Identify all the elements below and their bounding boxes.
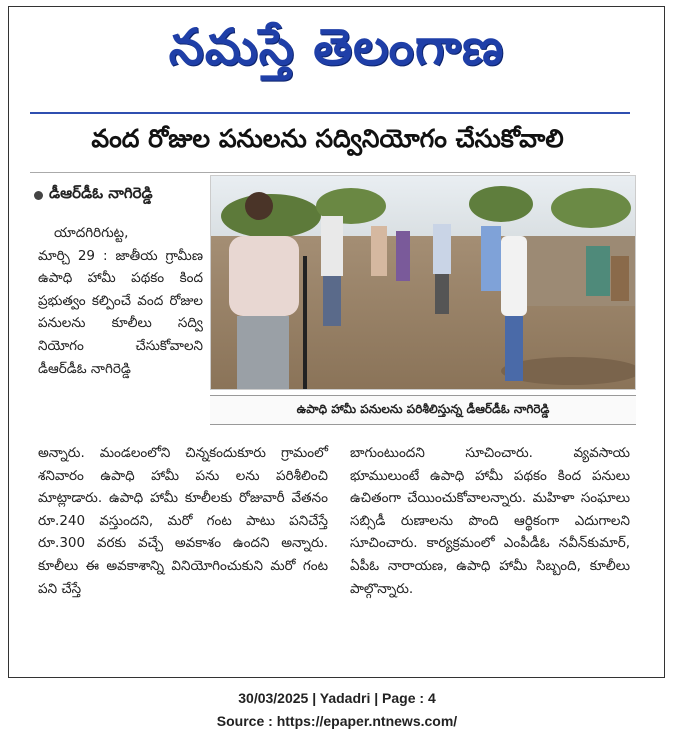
byline-text: డీఆర్‌డీఓ నాగిరెడ్డి xyxy=(49,184,153,202)
masthead xyxy=(9,7,664,99)
paragraph-left-top: మార్చి 29 : జాతీయ గ్రామీణ ఉపాధి హామీ పథకం కింద ప్రభుత్వం కల్పించే వంద రోజుల పనులను కూలీలు సద్వి నియోగం చేసుకోవాలని డీఆర్‌డీఓ నాగిరెడ్డి xyxy=(38,247,203,377)
dateline: యాదగిరిగుట్ట, xyxy=(54,225,129,241)
edition-line: 30/03/2025 | Yadadri | Page : 4 xyxy=(238,690,436,706)
paragraph-right: బాగుంటుందని సూచించారు. వ్యవసాయ భూములుంటే ఉపాధి హామీ పథకం కింద పనులు ఉచితంగా చేయించుకోవాలన్నారు. మహిళా సంఘాలు సబ్సిడీ రుణాలను పొంది ఆర్థికంగా ఎదుగాలని సూచించారు. కార్యక్రమంలో ఎంపీడీఓ నవీన్‌కుమార్, ఏపీఓ నారాయణ, ఉపాధి హామీ సిబ్బంది, కూలీలు పాల్గొన్నారు. xyxy=(350,445,630,597)
paragraph-left-bottom: అన్నారు. మండలంలోని చిన్నకందుకూరు గ్రామంలో శనివారం ఉపాధి హామీ పను లను పరిశీలించి మాట్లాడారు. ఉపాధి హామీ కూలీలకు రోజువారీ వేతనం రూ.240 వస్తుందని, మరో గంట పాటు పనిచేస్తే రూ.300 వరకు వచ్చే అవకాశం ఉందని అన్నారు. కూలీలు ఈ అవకాశాన్ని వినియోగించుకుని మరో గంట పని చేస్తే xyxy=(38,445,328,597)
article-column-left-bottom xyxy=(38,442,328,600)
headline-rule xyxy=(30,172,630,173)
article-headline: వంద రోజుల పనులను సద్వినియోగం చేసుకోవాలి xyxy=(91,124,564,153)
article-photo xyxy=(210,175,636,390)
masthead-title: నమస్తే తెలంగాణ xyxy=(168,17,505,76)
article-column-left-top xyxy=(38,222,203,380)
bullet-icon xyxy=(34,191,43,200)
header-rule xyxy=(30,112,630,114)
photo-caption: ఉపాధి హామీ పనులను పరిశీలిస్తున్న డీఆర్‌డీఓ నాగిరెడ్డి xyxy=(210,395,636,425)
article-column-right xyxy=(350,442,630,600)
field-photo-illustration xyxy=(211,176,636,390)
source-line: Source : https://epaper.ntnews.com/ xyxy=(216,713,458,729)
byline xyxy=(34,184,153,206)
